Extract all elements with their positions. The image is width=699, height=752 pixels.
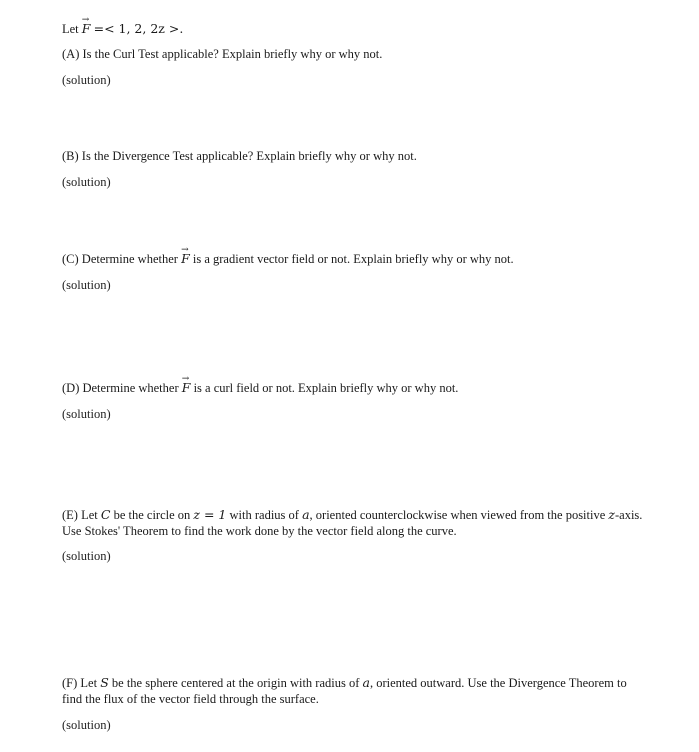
part-f-label: (F)	[62, 676, 78, 690]
part-e-solution: (solution)	[62, 549, 111, 563]
symbol-c: C	[100, 507, 111, 522]
part-b-text: Is the Divergence Test applicable? Explain briefly why or why not.	[81, 149, 417, 163]
part-e-label: (E)	[62, 508, 78, 522]
part-e-question-line1	[62, 507, 642, 523]
symbol-z-eq-1: z = 1	[193, 507, 227, 522]
vector-f-symbol: → F	[82, 21, 91, 37]
part-e-text-b: be the circle on	[113, 508, 191, 522]
vector-definition: =< 1, 2, 2z >.	[93, 21, 184, 36]
part-c-question	[62, 251, 514, 267]
part-f-question-line1	[62, 675, 627, 691]
vector-f-symbol: → F	[181, 251, 190, 267]
part-b-question	[62, 148, 417, 164]
symbol-s: S	[100, 675, 109, 690]
part-d-question	[62, 380, 458, 396]
intro-prefix: Let	[62, 22, 82, 36]
part-e-text-c: with radius of	[229, 508, 299, 522]
part-f-text-c: , oriented outward. Use the Divergence Theorem to	[369, 676, 627, 690]
part-a-text: Is the Curl Test applicable? Explain briefly why or why not.	[82, 47, 383, 61]
part-e-text-a: Let	[81, 508, 98, 522]
part-a-solution: (solution)	[62, 73, 111, 87]
intro-line	[62, 21, 183, 37]
part-f-question-line2: find the flux of the vector field through the surface.	[62, 692, 319, 706]
vector-f-symbol: → F	[182, 380, 191, 396]
part-c-label: (C)	[62, 252, 79, 266]
part-d-text-post: is a curl field or not. Explain briefly why or why not.	[193, 381, 459, 395]
part-d-text-pre: Determine whether	[82, 381, 179, 395]
symbol-a: a	[302, 507, 310, 522]
part-a-label: (A)	[62, 47, 80, 61]
part-c-text-pre: Determine whether	[81, 252, 178, 266]
part-e-question-line2: Use Stokes' Theorem to find the work done by the vector field along the curve.	[62, 524, 457, 538]
part-d-label: (D)	[62, 381, 80, 395]
part-b-label: (B)	[62, 149, 79, 163]
part-f-text-b: be the sphere centered at the origin with radius of	[111, 676, 360, 690]
part-d-solution: (solution)	[62, 407, 111, 421]
part-f-solution: (solution)	[62, 718, 111, 732]
part-f-text-a: Let	[80, 676, 98, 690]
symbol-a: a	[362, 675, 370, 690]
part-c-solution: (solution)	[62, 278, 111, 292]
part-b-solution: (solution)	[62, 175, 111, 189]
part-e-text-d: , oriented counterclockwise when viewed from the positive	[309, 508, 606, 522]
part-c-text-post: is a gradient vector field or not. Explain briefly why or why not.	[192, 252, 514, 266]
symbol-z: z	[608, 507, 615, 522]
part-a-question	[62, 46, 382, 62]
part-e-text-e: -axis.	[615, 508, 643, 522]
